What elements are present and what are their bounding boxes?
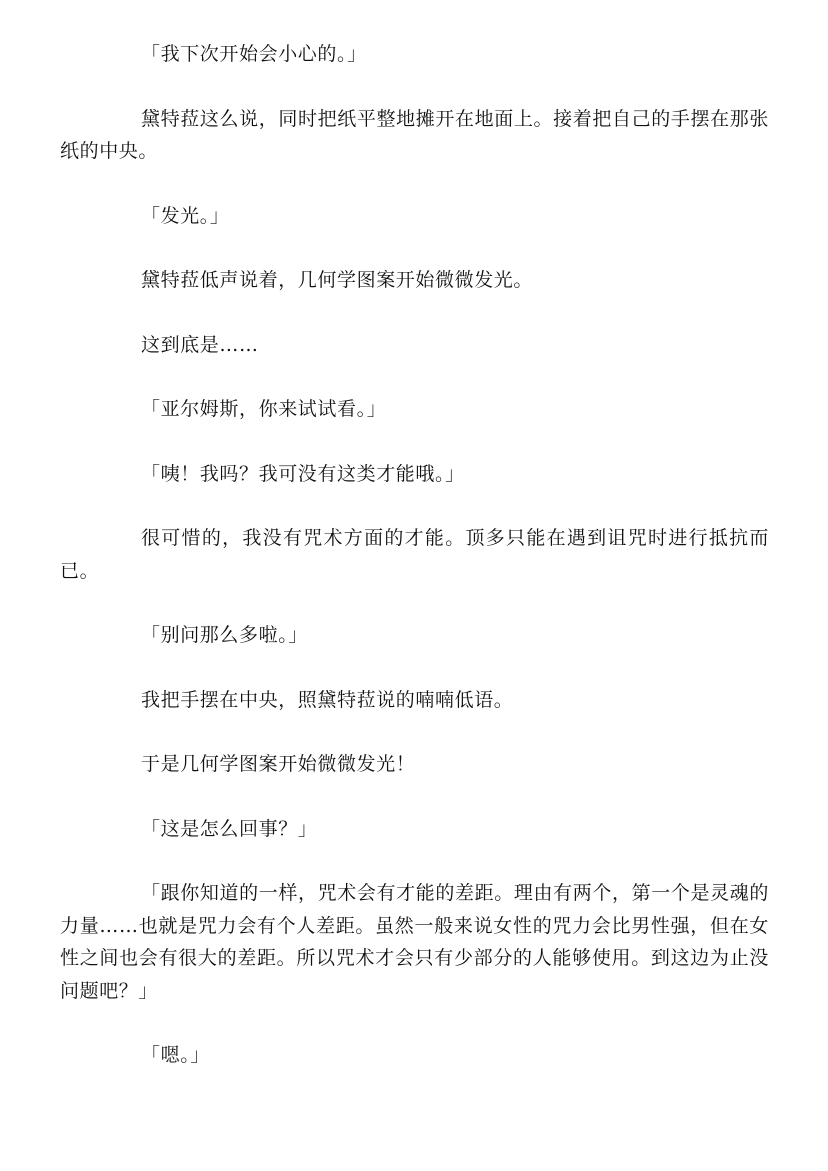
paragraph: 「嗯。」 xyxy=(141,1044,210,1066)
paragraph: 「别问那么多啦。」 xyxy=(141,624,308,646)
paragraph: 黛特菈低声说着，几何学图案开始微微发光。 xyxy=(141,269,534,291)
paragraph: 于是几何学图案开始微微发光！ xyxy=(141,753,416,775)
paragraph: 这到底是…… xyxy=(141,333,259,356)
paragraph: 很可惜的，我没有咒术方面的才能。顶多只能在遇到诅咒时进行抵抗而已。 xyxy=(60,527,769,582)
paragraph: 「跟你知道的一样，咒术会有才能的差距。理由有两个，第一个是灵魂的力量……也就是咒力会有个人差距。虽然一般来说女性的咒力会比男性强，但在女性之间也会有很大的差距。所以咒术才会只有少部分的人能够使用。到这边为止没问题吧？」 xyxy=(60,882,769,1002)
document-page xyxy=(60,38,769,1104)
paragraph: 「发光。」 xyxy=(141,204,230,227)
paragraph: 黛特菈这么说，同时把纸平整地摊开在地面上。接着把自己的手摆在那张纸的中央。 xyxy=(60,107,769,162)
paragraph: 「咦！我吗？我可没有这类才能哦。」 xyxy=(141,462,465,485)
paragraph: 我把手摆在中央，照黛特菈说的喃喃低语。 xyxy=(141,688,514,711)
paragraph: 「我下次开始会小心的。」 xyxy=(141,43,367,65)
paragraph: 「亚尔姆斯，你来试试看。」 xyxy=(141,398,387,420)
paragraph: 「这是怎么回事？」 xyxy=(141,817,318,840)
